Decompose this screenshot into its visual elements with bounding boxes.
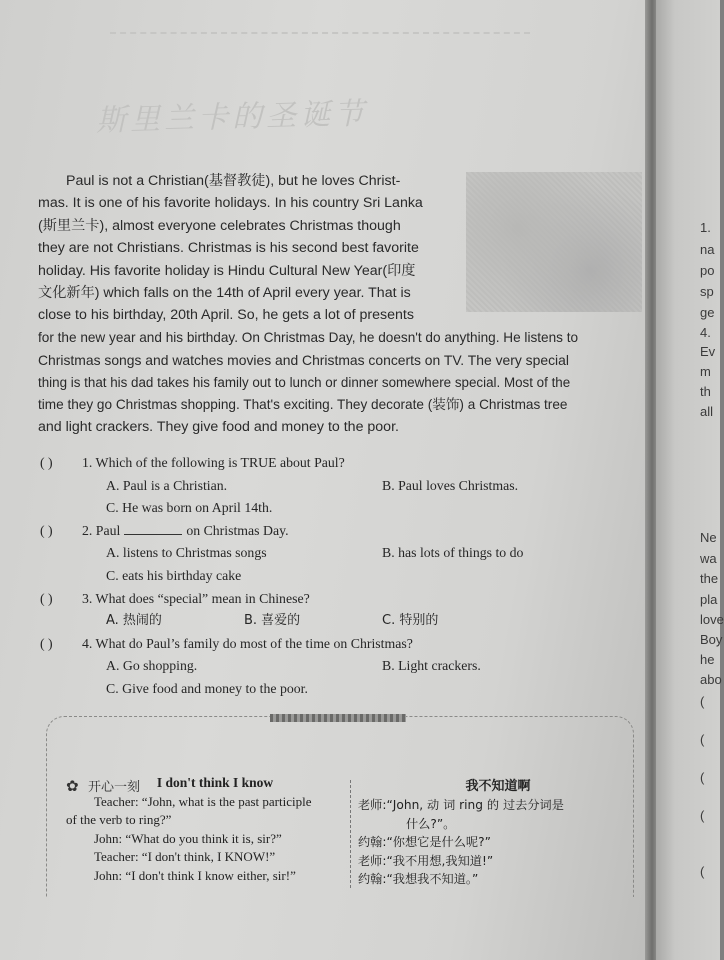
- bleed-through-title: 斯里兰卡的圣诞节: [95, 96, 369, 139]
- adjacent-fragment: (: [700, 864, 705, 879]
- passage-line: time they go Christmas shopping. That's exciting. They decorate (装饰) a Christmas tree: [38, 396, 568, 412]
- joke-divider: [350, 780, 351, 888]
- joke-chinese-title: 我不知道啊: [465, 779, 531, 794]
- joke-chinese: [358, 778, 638, 888]
- adjacent-fragment: (: [700, 808, 705, 823]
- adjacent-fragment: na: [700, 242, 715, 257]
- passage-line: 文化新年) which falls on the 14th of April every year. That is: [38, 284, 411, 301]
- adjacent-fragment: m: [700, 364, 711, 379]
- option-c: C. eats his birthday cake: [106, 567, 242, 583]
- adjacent-fragment: (: [700, 732, 705, 747]
- option-c: C. Give food and money to the poor.: [106, 680, 308, 696]
- question-1: [38, 452, 648, 475]
- adjacent-fragment: Ne: [700, 530, 717, 545]
- joke-line: 约翰:“你想它是什么呢?”: [358, 835, 491, 850]
- joke-line: 老师:“John, 动 词 ring 的 过去分词是: [358, 798, 564, 813]
- adjacent-fragment: pla: [700, 592, 718, 607]
- option-c: C. He was born on April 14th.: [106, 500, 273, 516]
- joke-line: 约翰:“我想我不知道。”: [358, 872, 479, 887]
- adjacent-fragment: Boy: [700, 632, 723, 647]
- passage-line: thing is that his dad takes his family out to lunch or dinner somewhere special. Most of the: [38, 374, 571, 390]
- joke-header-bar: [270, 714, 406, 722]
- question-4: [38, 633, 648, 656]
- passage-line: mas. It is one of his favorite holidays. In his country Sri Lanka: [38, 195, 423, 212]
- adjacent-fragment: th: [700, 384, 711, 399]
- passage-line: close to his birthday, 20th April. So, he gets a lot of presents: [38, 307, 414, 324]
- adjacent-fragment: ge: [700, 305, 715, 320]
- adjacent-fragment: abo: [700, 672, 722, 687]
- joke-line: Teacher: “John, what is the past participle: [94, 793, 312, 809]
- adjacent-fragment: 4.: [700, 325, 711, 340]
- joke-line: 老师:“我不用想,我知道!”: [358, 853, 494, 868]
- question-2: [38, 520, 648, 543]
- passage-line: (斯里兰卡), almost everyone celebrates Christmas though: [38, 217, 401, 234]
- reading-passage: [38, 170, 638, 439]
- adjacent-fragment: 1.: [700, 220, 711, 235]
- passage-line: and light crackers. They give food and money to the poor.: [38, 419, 399, 436]
- passage-line: they are not Christians. Christmas is his second best favorite: [38, 240, 419, 257]
- question-3: [38, 588, 648, 611]
- joke-english-title: I don't think I know: [156, 775, 274, 790]
- option-a: A. Go shopping.: [106, 658, 198, 674]
- passage-line: for the new year and his birthday. On Christmas Day, he doesn't do anything. He listens to: [38, 329, 579, 345]
- question-stem: 2. Paul on Christmas Day.: [82, 522, 289, 538]
- smiley-icon: ✿: [66, 777, 79, 795]
- passage-line: Paul is not a Christian(基督教徒), but he loves Christ-: [66, 173, 401, 189]
- passage-line: holiday. His favorite holiday is Hindu Cultural New Year(印度: [38, 262, 416, 279]
- option-c: C. 特别的: [382, 613, 439, 629]
- adjacent-fragment: Ev: [700, 344, 716, 359]
- adjacent-fragment: wa: [700, 551, 717, 566]
- question-stem: 4. What do Paul’s family do most of the time on Christmas?: [82, 635, 413, 651]
- adjacent-fragment: (: [700, 694, 705, 709]
- answer-blank[interactable]: ( ): [40, 635, 53, 651]
- adjacent-fragment: sp: [700, 284, 714, 299]
- passage-line: Christmas songs and watches movies and Christmas concerts on TV. The very special: [38, 352, 569, 369]
- adjacent-fragment: love: [700, 612, 724, 627]
- question-stem: 1. Which of the following is TRUE about Paul?: [82, 455, 345, 470]
- joke-english: [66, 774, 346, 886]
- joke-line: 什么?”。: [406, 816, 456, 831]
- option-b: B. 喜爱的: [244, 613, 301, 629]
- option-a: A. 热闹的: [106, 613, 162, 629]
- joke-line: John: “I don't think I know either, sir!”: [94, 867, 296, 883]
- joke-line: of the verb to ring?”: [66, 812, 172, 828]
- joke-line: John: “What do you think it is, sir?”: [94, 830, 282, 846]
- option-a: A. Paul is a Christian.: [106, 477, 228, 493]
- option-b: B. Paul loves Christmas.: [382, 477, 519, 493]
- bleed-through-line: [110, 32, 530, 36]
- adjacent-fragment: the: [700, 571, 719, 586]
- adjacent-fragment: all: [700, 404, 714, 419]
- answer-blank[interactable]: ( ): [40, 522, 53, 538]
- answer-blank[interactable]: ( ): [40, 590, 53, 606]
- adjacent-fragment: he: [700, 652, 715, 667]
- answer-blank[interactable]: ( ): [40, 455, 53, 470]
- fill-blank: [124, 522, 182, 535]
- adjacent-fragment: (: [700, 770, 705, 785]
- question-list: [38, 452, 648, 701]
- question-stem: 3. What does “special” mean in Chinese?: [82, 590, 310, 606]
- adjacent-page: [656, 0, 723, 960]
- joke-section-label: ✿ 开心一刻: [66, 777, 141, 795]
- option-b: B. Light crackers.: [382, 658, 481, 674]
- joke-line: Teacher: “I don't think, I KNOW!”: [94, 849, 276, 865]
- adjacent-fragment: po: [700, 263, 715, 278]
- option-b: B. has lots of things to do: [382, 545, 524, 561]
- option-a: A. listens to Christmas songs: [106, 545, 267, 561]
